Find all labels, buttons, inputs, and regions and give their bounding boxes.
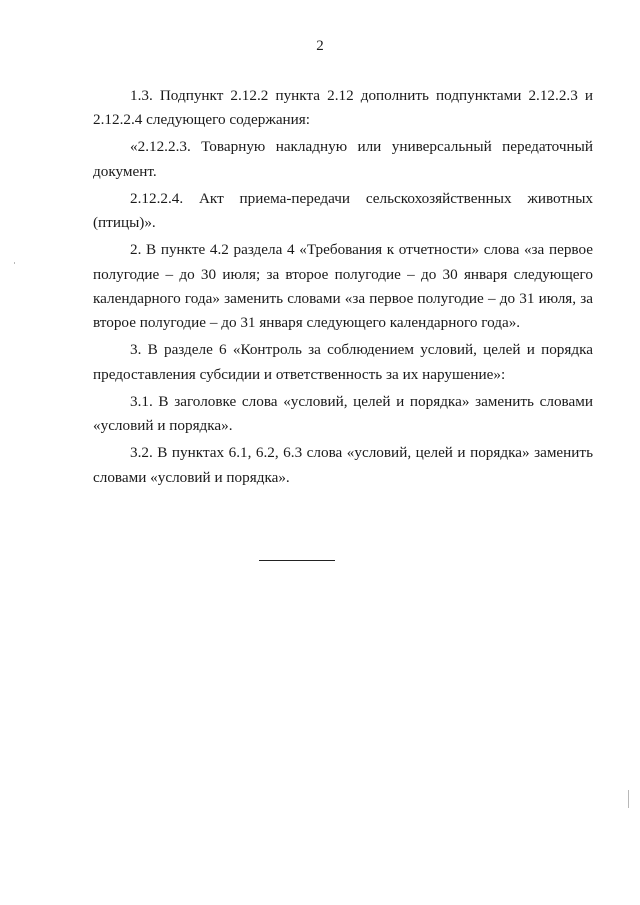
paragraph-3: 3. В разделе 6 «Контроль за соблюдением условий, целей и порядка предоставления субсидии и ответственность за их нарушение»: [93,341,593,383]
document-body [93,84,593,493]
paragraph-2-12-2-4: 2.12.2.4. Акт приема-передачи сельскохозяйственных животных (птицы)». [93,189,593,232]
scan-artifact [14,262,15,264]
paragraph-3-2: 3.2. В пунктах 6.1, 6.2, 6.3 слова «условий, целей и порядка» заменить словами «условий и порядка». [93,444,593,486]
paragraph-2: 2. В пункте 4.2 раздела 4 «Требования к отчетности» слова «за первое полугодие – до 30 июля; за второе полугодие – до 30 января следующего календарного года» заменить словами «за первое полугодие – до 31 июля, за второе полугодие – до 31 января следующего календарного года». [93,241,593,332]
end-separator-line [259,560,335,561]
scan-artifact [628,790,629,808]
page-number: 2 [316,38,324,54]
paragraph-1-3: 1.3. Подпункт 2.12.2 пункта 2.12 дополнить подпунктами 2.12.2.3 и 2.12.2.4 следующего содержания: [93,87,593,129]
paragraph-2-12-2-3: «2.12.2.3. Товарную накладную или универсальный передаточный документ. [93,138,593,180]
paragraph-3-1: 3.1. В заголовке слова «условий, целей и порядка» заменить словами «условий и порядка». [93,392,593,435]
